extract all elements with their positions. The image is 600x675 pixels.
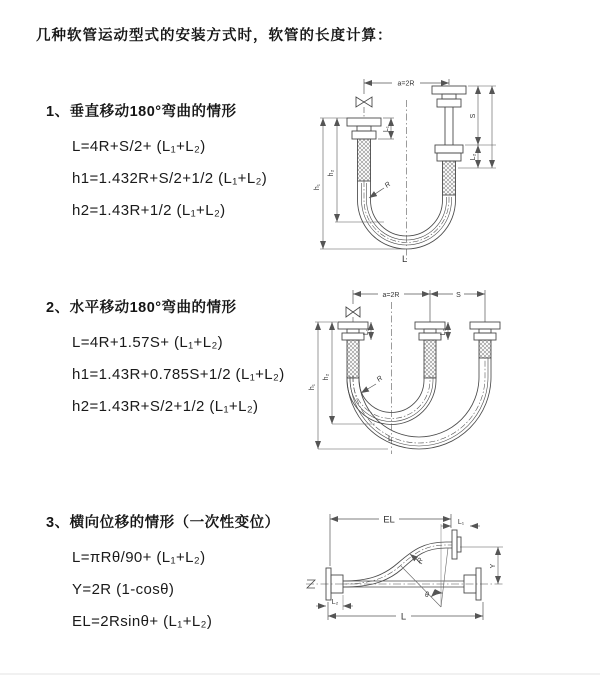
section-3-formula-L: L=πRθ/90+ (L₁+L₂) (72, 549, 206, 566)
section-3-heading: 3、横向位移的情形（一次性变位） (46, 515, 280, 531)
d1-radius-callout (369, 181, 392, 198)
d1-right-hose-braid (443, 161, 456, 195)
section-1-heading: 1、垂直移动180°弯曲的情形 (46, 104, 237, 120)
d1-radius-label: R (383, 180, 393, 190)
d2-right-flange-fitting (470, 322, 500, 358)
d1-h1-label: h₁ (314, 183, 321, 191)
d1-length-label: L (402, 254, 408, 265)
d3-s-curve-hose-displaced (343, 542, 452, 587)
d3-l2-label: L₂ (331, 599, 339, 606)
diagram-vertical-180-bend (306, 70, 598, 268)
diagram-horizontal-180-bend (303, 282, 600, 464)
d2-h1-label: h₁ (309, 383, 316, 391)
d3-radius-label: R (416, 556, 425, 566)
d1-left-flange-fitting (347, 118, 381, 181)
d2-radius-label: R (375, 374, 385, 384)
d2-middle-hose-braid (424, 340, 436, 378)
d2-l2-label: L₂ (440, 328, 447, 336)
section-1-formula-h1: h1=1.432R+S/2+1/2 (L₁+L₂) (72, 170, 268, 187)
d1-s-label: S (470, 113, 477, 119)
d3-theta-label: θ (425, 592, 429, 599)
d1-l1-label: L₁ (383, 125, 390, 133)
d1-right-flange-fittings (432, 86, 466, 195)
section-horizontal-180 (46, 296, 285, 423)
section-3-formula-Y: Y=2R (1-cosθ) (72, 581, 175, 598)
d2-l1-label: L₁ (363, 328, 370, 336)
d1-l2-label: L₂ (470, 153, 477, 161)
d2-a2r-label: a=2R (382, 292, 400, 299)
section-2-formula-h1: h1=1.43R+0.785S+1/2 (L₁+L₂) (72, 366, 285, 383)
d2-radius-callout (361, 375, 384, 393)
diagram-lateral-displacement (298, 504, 600, 651)
section-2-formula-L: L=4R+1.57S+ (L₁+L₂) (72, 334, 224, 351)
d1-dimension-h1 (320, 118, 405, 249)
d2-s-label: S (456, 292, 461, 299)
d3-l-label: L (400, 611, 407, 623)
section-lateral-displacement (46, 511, 280, 638)
d1-a2r-label: a=2R (397, 80, 415, 88)
d2-valve-icon (346, 307, 360, 317)
section-vertical-180 (46, 100, 267, 227)
d2-left-hose-braid (347, 340, 359, 378)
d2-right-hose-braid (479, 340, 491, 358)
section-2-formula-h2: h2=1.43R+S/2+1/2 (L₁+L₂) (72, 398, 259, 415)
section-3-formula-EL: EL=2Rsinθ+ (L₁+L₂) (72, 613, 213, 630)
d2-dimension-a2r-s (353, 290, 485, 322)
d2-length-label: L (388, 434, 393, 443)
d1-dimension-s-l2 (458, 86, 496, 168)
d1-valve-icon (356, 97, 372, 107)
section-1-formula-L: L=4R+S/2+ (L₁+L₂) (72, 138, 206, 155)
d2-h2-label: h₂ (323, 373, 330, 381)
d3-l1-label: L₁ (457, 519, 465, 526)
d1-h2-label: h₂ (328, 169, 335, 177)
d3-y-label: Y (490, 563, 497, 569)
page-title: 几种软管运动型式的安装方式时，软管的长度计算： (36, 28, 393, 44)
d1-left-hose-braid (358, 139, 371, 181)
section-2-heading: 2、水平移动180°弯曲的情形 (46, 300, 237, 316)
d3-displaced-flange (452, 530, 461, 559)
d3-el-label: EL (383, 514, 395, 526)
section-1-formula-h2: h2=1.43R+1/2 (L₁+L₂) (72, 202, 226, 219)
